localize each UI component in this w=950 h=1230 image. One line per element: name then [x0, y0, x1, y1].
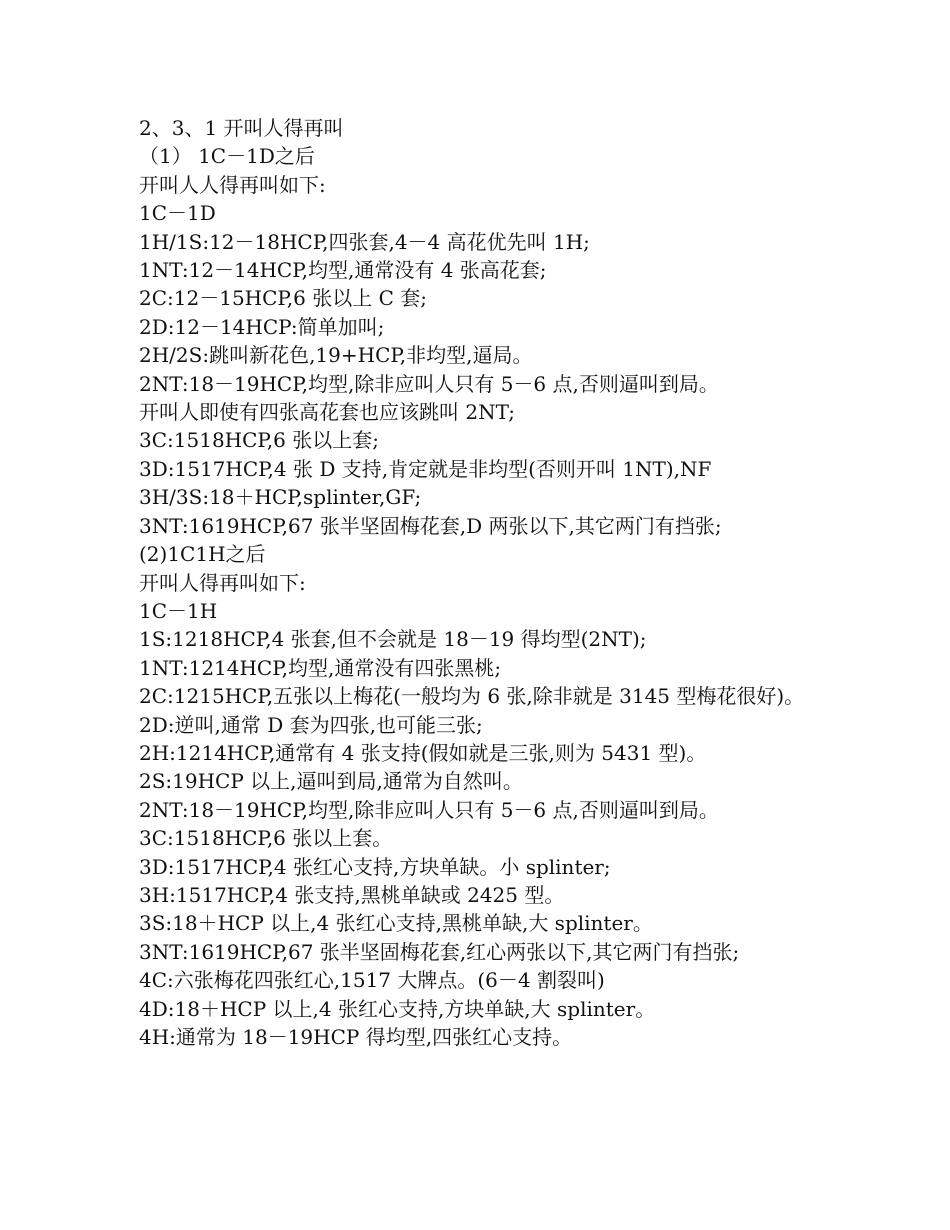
text-line: 2NT:18－19HCP,均型,除非应叫人只有 5－6 点,否则逼叫到局。 — [139, 797, 719, 822]
document-body — [139, 114, 839, 1051]
text-line: 3H/3S:18＋HCP,splinter,GF; — [139, 485, 422, 510]
text-line: 2D:12－14HCP:简单加叫; — [139, 314, 385, 339]
text-line: 3NT:1619HCP,67 张半坚固梅花套,D 两张以下,其它两门有挡张; — [139, 513, 722, 538]
text-line: 3H:1517HCP,4 张支持,黑桃单缺或 2425 型。 — [139, 882, 565, 907]
text-line: 1H/1S:12－18HCP,四张套,4－4 高花优先叫 1H; — [139, 229, 590, 254]
text-line: 开叫人得再叫如下: — [139, 570, 306, 595]
text-line: 3D:1517HCP,4 张 D 支持,肯定就是非均型(否则开叫 1NT),NF — [139, 456, 712, 481]
text-line: 2NT:18－19HCP,均型,除非应叫人只有 5－6 点,否则逼叫到局。 — [139, 371, 719, 396]
text-line: 2S:19HCP 以上,逼叫到局,通常为自然叫。 — [139, 769, 523, 794]
bidding-sequence: 1C－1H — [139, 598, 218, 623]
text-line: 3D:1517HCP,4 张红心支持,方块单缺。小 splinter; — [139, 854, 611, 879]
text-line: 开叫人人得再叫如下: — [139, 172, 326, 197]
text-line: 4H:通常为 18－19HCP 得均型,四张红心支持。 — [139, 1025, 573, 1049]
subsection-heading: (2)1C1H之后 — [139, 542, 266, 567]
text-line: 4D:18＋HCP 以上,4 张红心支持,方块单缺,大 splinter。 — [139, 996, 656, 1021]
bidding-sequence: 1C－1D — [139, 201, 216, 226]
section-heading: 2、3、1 开叫人得再叫 — [139, 116, 344, 140]
text-line: 2H:1214HCP,通常有 4 张支持(假如就是三张,则为 5431 型)。 — [139, 740, 707, 765]
text-line: 3C:1518HCP,6 张以上套; — [139, 428, 379, 453]
text-line: 2H/2S:跳叫新花色,19+HCP,非均型,逼局。 — [139, 343, 533, 368]
text-line: 4C:六张梅花四张红心,1517 大牌点。(6－4 割裂叫) — [139, 968, 605, 993]
text-line: 3C:1518HCP,6 张以上套。 — [139, 826, 393, 851]
text-line: 3S:18＋HCP 以上,4 张红心支持,黑桃单缺,大 splinter。 — [139, 911, 653, 936]
text-paragraph: 3NT:1619HCP,67 张半坚固梅花套,红心两张以下,其它两门有挡张; — [139, 939, 740, 964]
text-line: 1NT:12－14HCP,均型,通常没有 4 张高花套; — [139, 258, 547, 283]
subsection-heading: （1） 1C－1D之后 — [139, 144, 315, 169]
text-paragraph: 2C:1215HCP,五张以上梅花(一般均为 6 张,除非就是 3145 型梅花很好)。 — [139, 684, 805, 709]
text-line: 2D:逆叫,通常 D 套为四张,也可能三张; — [139, 712, 483, 737]
text-line: 1NT:1214HCP,均型,通常没有四张黑桃; — [139, 655, 502, 680]
text-line: 1S:1218HCP,4 张套,但不会就是 18－19 得均型(2NT); — [139, 627, 647, 652]
text-line: 开叫人即使有四张高花套也应该跳叫 2NT; — [139, 400, 515, 425]
text-line: 2C:12－15HCP,6 张以上 C 套; — [139, 286, 428, 311]
